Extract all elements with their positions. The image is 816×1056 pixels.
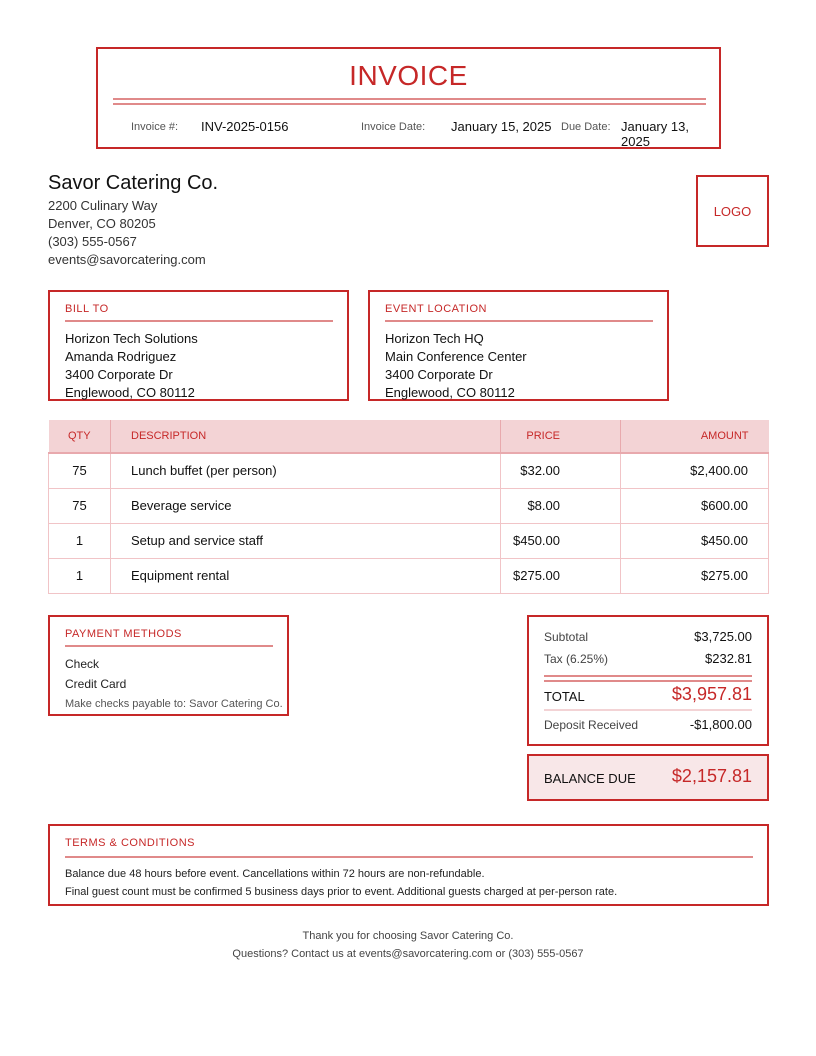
terms-rule — [65, 856, 753, 858]
bill-to-contact: Amanda Rodriguez — [65, 349, 177, 364]
logo-placeholder — [696, 175, 769, 247]
column-header-qty: QTY — [49, 420, 111, 453]
subtotal-label: Subtotal — [544, 630, 589, 644]
item-amount: $600.00 — [621, 488, 769, 523]
table-row — [49, 488, 769, 523]
company-email: events@savorcatering.com — [48, 252, 206, 267]
item-description: Equipment rental — [111, 558, 501, 593]
item-price: $450.00 — [501, 523, 621, 558]
table-header-row — [49, 420, 769, 453]
item-qty: 1 — [49, 558, 111, 593]
event-street: 3400 Corporate Dr — [385, 367, 493, 382]
column-header-amount: AMOUNT — [621, 420, 769, 453]
item-price: $275.00 — [501, 558, 621, 593]
header-rule-top — [113, 98, 706, 100]
payment-method-credit-card: Credit Card — [65, 677, 127, 691]
item-description: Lunch buffet (per person) — [111, 453, 501, 488]
bill-to-city: Englewood, CO 80112 — [65, 385, 195, 400]
invoice-date-label: Invoice Date: — [361, 121, 426, 133]
payment-methods-rule — [65, 645, 273, 647]
company-address-line1: 2200 Culinary Way — [48, 198, 158, 213]
invoice-date: January 15, 2025 — [451, 119, 552, 134]
footer-thanks: Thank you for choosing Savor Catering Co. — [302, 930, 514, 942]
payment-methods-heading: PAYMENT METHODS — [65, 628, 182, 640]
totals-rule-bottom — [544, 680, 752, 682]
column-header-description: DESCRIPTION — [111, 420, 501, 453]
item-amount: $450.00 — [621, 523, 769, 558]
payment-method-check: Check — [65, 657, 100, 671]
bill-to-street: 3400 Corporate Dr — [65, 367, 173, 382]
item-amount: $2,400.00 — [621, 453, 769, 488]
subtotal-value: $3,725.00 — [694, 629, 752, 644]
terms-line-1: Balance due 48 hours before event. Cancellations within 72 hours are non-refundable. — [65, 868, 485, 880]
table-row — [49, 453, 769, 488]
table-row — [49, 558, 769, 593]
footer-contact: Questions? Contact us at events@savorcatering.com or (303) 555-0567 — [232, 948, 584, 960]
company-phone: (303) 555-0567 — [48, 234, 137, 249]
logo-text: LOGO — [713, 203, 752, 219]
event-room: Main Conference Center — [385, 349, 527, 364]
company-address-line2: Denver, CO 80205 — [48, 216, 156, 231]
invoice-number: INV-2025-0156 — [201, 119, 289, 134]
deposit-value: -$1,800.00 — [689, 717, 752, 732]
invoice-header — [96, 47, 721, 149]
event-city: Englewood, CO 80112 — [385, 385, 515, 400]
event-location-heading: EVENT LOCATION — [385, 303, 487, 315]
item-qty: 75 — [49, 488, 111, 523]
company-name: Savor Catering Co. — [48, 172, 219, 194]
total-value: $3,957.81 — [671, 684, 752, 704]
balance-due-label: BALANCE DUE — [544, 771, 636, 786]
line-items-table — [48, 420, 769, 594]
total-label: TOTAL — [544, 689, 585, 704]
item-description: Setup and service staff — [111, 523, 501, 558]
item-description: Beverage service — [111, 488, 501, 523]
item-price: $8.00 — [501, 488, 621, 523]
item-qty: 75 — [49, 453, 111, 488]
bill-to-rule — [65, 320, 333, 322]
terms-line-2: Final guest count must be confirmed 5 business days prior to event. Additional guests charged at per-person rate. — [65, 886, 618, 898]
bill-to-company: Horizon Tech Solutions — [65, 331, 198, 346]
event-location-box — [368, 290, 669, 401]
payment-note: Make checks payable to: Savor Catering Co. — [65, 698, 283, 710]
terms-box — [48, 824, 769, 906]
tax-value: $232.81 — [705, 651, 752, 666]
deposit-label: Deposit Received — [544, 718, 639, 732]
payment-methods-box — [48, 615, 289, 716]
header-rule-bottom — [113, 103, 706, 105]
item-qty: 1 — [49, 523, 111, 558]
event-venue: Horizon Tech HQ — [385, 331, 484, 346]
balance-due-value: $2,157.81 — [671, 766, 752, 786]
totals-box — [527, 615, 769, 746]
item-price: $32.00 — [501, 453, 621, 488]
column-header-price: PRICE — [501, 420, 621, 453]
totals-rule-light — [544, 709, 752, 711]
item-amount: $275.00 — [621, 558, 769, 593]
balance-due-box — [527, 754, 769, 801]
due-date: January 13, 2025 — [621, 119, 689, 149]
terms-heading: TERMS & CONDITIONS — [65, 837, 196, 849]
bill-to-heading: BILL TO — [65, 303, 109, 315]
due-date-label: Due Date: — [561, 121, 611, 133]
table-row — [49, 523, 769, 558]
tax-label: Tax (6.25%) — [544, 652, 609, 666]
invoice-title: INVOICE — [349, 60, 468, 91]
bill-to-box — [48, 290, 349, 401]
invoice-number-label: Invoice #: — [131, 121, 179, 133]
event-location-rule — [385, 320, 653, 322]
totals-rule-top — [544, 675, 752, 677]
